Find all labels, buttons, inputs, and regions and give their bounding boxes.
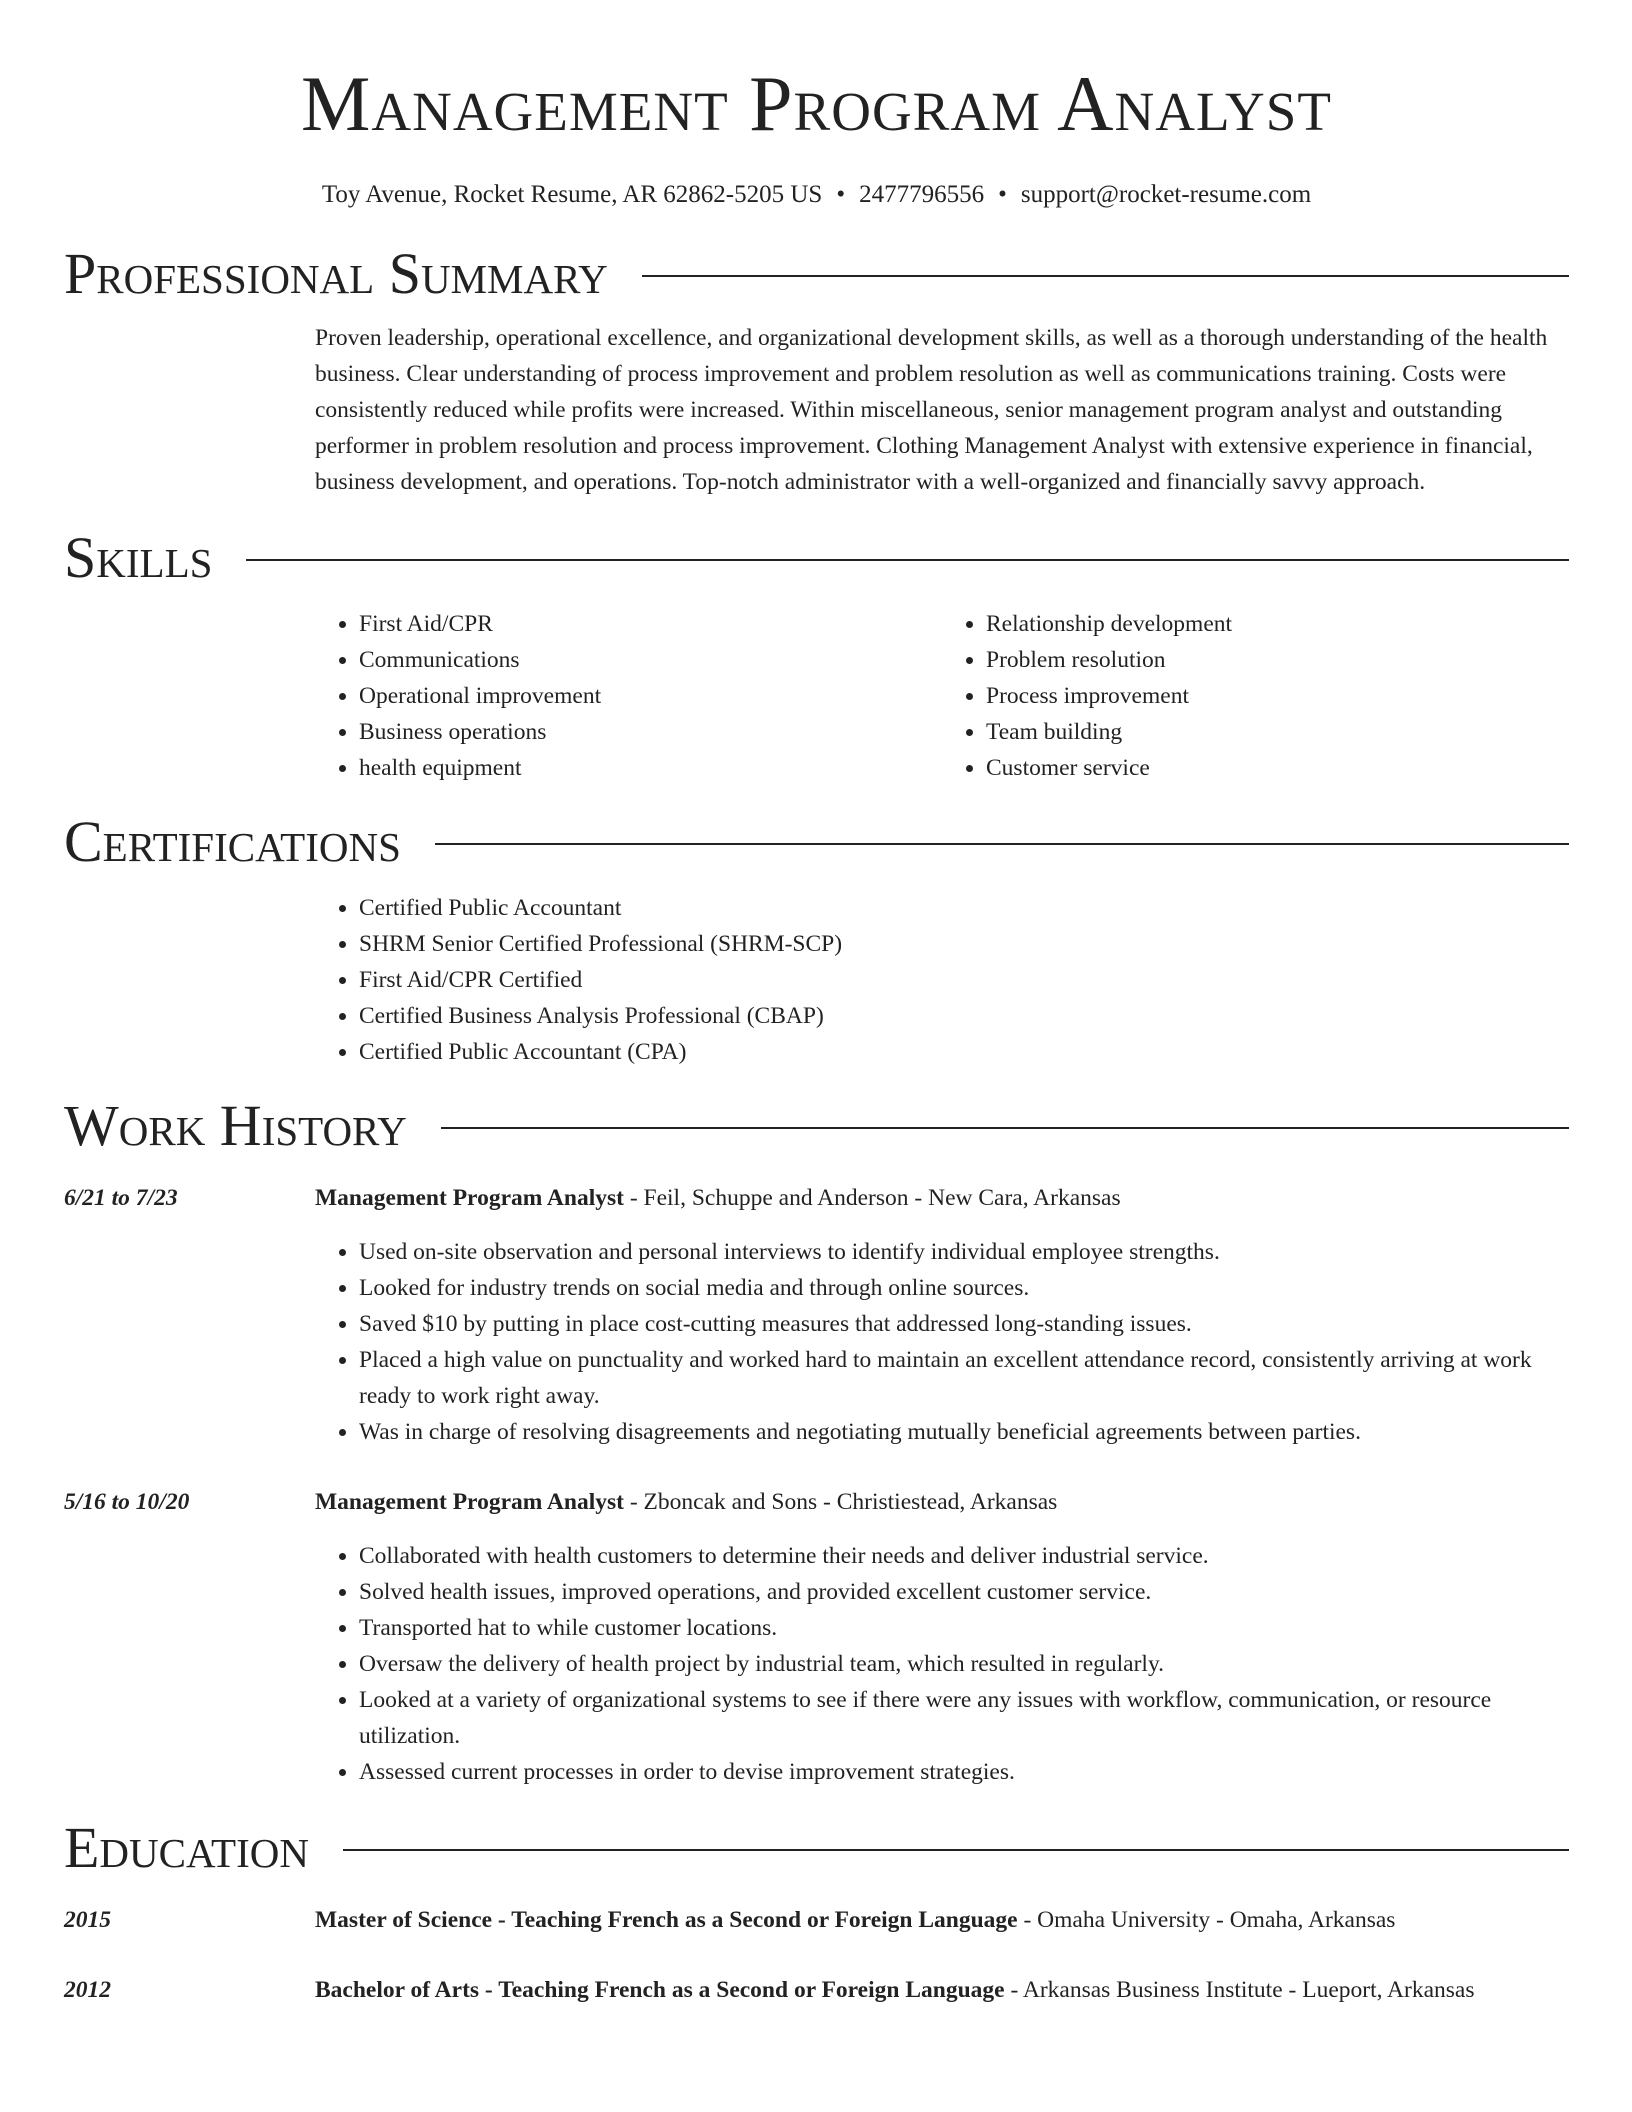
job-bullet: • Assessed current processes in order to devise improvement strategies. xyxy=(359,1754,1569,1790)
section-divider xyxy=(343,1849,1569,1851)
job-title: Management Program Analyst xyxy=(315,1489,624,1515)
job-bullet: • Placed a high value on punctuality and worked hard to maintain an excellent attendance record, consistently arriving at work ready to work right away. xyxy=(359,1342,1569,1414)
certifications-body xyxy=(315,890,1569,1070)
summary-section-header xyxy=(64,242,1569,306)
job-details: - Feil, Schuppe and Anderson - New Cara, Arkansas xyxy=(623,1185,1121,1211)
contact-line xyxy=(64,180,1569,210)
skills-list-left xyxy=(315,606,942,786)
summary-body xyxy=(315,320,1569,500)
contact-separator: • xyxy=(998,181,1007,208)
job-entry xyxy=(64,1180,1569,1450)
certification-item: • Certified Public Accountant (CPA) xyxy=(359,1034,1569,1070)
resume-name: Management Program Analyst xyxy=(301,60,1332,147)
certification-item: • Certified Business Analysis Professional (CBAP) xyxy=(359,998,1569,1034)
job-bullet: • Looked at a variety of organizational systems to see if there were any issues with workflow, communication, or resource utilization. xyxy=(359,1682,1569,1754)
education-main xyxy=(315,1902,1569,1938)
education-section-header xyxy=(64,1816,1569,1880)
skills-list-right xyxy=(942,606,1569,786)
contact-email: support@rocket-resume.com xyxy=(1020,181,1312,208)
summary-text: Proven leadership, operational excellence, and organizational development skills, as well as a thorough understanding of the health business. Clear understanding of process improvement and problem resolution as well as communications training. Costs were consistently reduced while profits were increased. Within miscellaneous, senior management program analyst and outstanding performer in problem resolution and process improvement. Clothing Management Analyst with extensive experience in financial, business development, and operations. Top-notch administrator with a well-organized and financially savvy approach. xyxy=(315,325,1548,495)
contact-address: Toy Avenue, Rocket Resume, AR 62862-5205 US xyxy=(321,181,823,208)
skill-item: • First Aid/CPR xyxy=(359,606,942,642)
skills-grid xyxy=(315,606,1569,786)
job-bullets xyxy=(315,1538,1569,1790)
certification-item: • First Aid/CPR Certified xyxy=(359,962,1569,998)
job-bullet: • Collaborated with health customers to determine their needs and deliver industrial service. xyxy=(359,1538,1569,1574)
job-entry xyxy=(64,1484,1569,1790)
job-bullet: • Solved health issues, improved operations, and provided excellent customer service. xyxy=(359,1574,1569,1610)
job-bullets xyxy=(315,1234,1569,1450)
skills-section-header xyxy=(64,526,1569,590)
work-section-header xyxy=(64,1094,1569,1158)
section-divider xyxy=(441,1127,1569,1129)
education-details: - Omaha University - Omaha, Arkansas xyxy=(1017,1907,1396,1933)
education-entry xyxy=(64,1972,1569,2008)
job-bullet: • Looked for industry trends on social media and through online sources. xyxy=(359,1270,1569,1306)
skill-item: • Relationship development xyxy=(986,606,1569,642)
job-bullet: • Transported hat to while customer locations. xyxy=(359,1610,1569,1646)
job-heading-line xyxy=(315,1180,1569,1216)
education-main xyxy=(315,1972,1569,2008)
skill-item: • Problem resolution xyxy=(986,642,1569,678)
certifications-section-header xyxy=(64,810,1569,874)
job-details: - Zboncak and Sons - Christiestead, Arkansas xyxy=(623,1489,1058,1515)
skill-item: • Customer service xyxy=(986,750,1569,786)
skill-item: • Team building xyxy=(986,714,1569,750)
job-heading-line xyxy=(315,1484,1569,1520)
education-year: 2015 xyxy=(64,1907,111,1933)
certification-item: • SHRM Senior Certified Professional (SHRM-SCP) xyxy=(359,926,1569,962)
certifications-list xyxy=(315,890,1569,1070)
skill-item: • health equipment xyxy=(359,750,942,786)
education-degree: Master of Science - Teaching French as a Second or Foreign Language xyxy=(315,1907,1018,1933)
job-dates: 5/16 to 10/20 xyxy=(64,1489,190,1515)
education-details: - Arkansas Business Institute - Lueport, Arkansas xyxy=(1004,1977,1475,2003)
job-bullet: • Oversaw the delivery of health project by industrial team, which resulted in regularly. xyxy=(359,1646,1569,1682)
job-main xyxy=(315,1180,1569,1450)
job-title: Management Program Analyst xyxy=(315,1185,624,1211)
skills-heading: Skills xyxy=(64,525,213,590)
skill-item: • Process improvement xyxy=(986,678,1569,714)
summary-heading: Professional Summary xyxy=(64,241,608,306)
education-entry xyxy=(64,1902,1569,1938)
section-divider xyxy=(246,559,1569,561)
education-degree: Bachelor of Arts - Teaching French as a Second or Foreign Language xyxy=(315,1977,1005,2003)
skill-item: • Communications xyxy=(359,642,942,678)
job-bullet: • Saved $10 by putting in place cost-cutting measures that addressed long-standing issues. xyxy=(359,1306,1569,1342)
job-dates: 6/21 to 7/23 xyxy=(64,1185,178,1211)
job-bullet: • Used on-site observation and personal interviews to identify individual employee strengths. xyxy=(359,1234,1569,1270)
skill-item: • Business operations xyxy=(359,714,942,750)
section-divider xyxy=(435,843,1569,845)
job-bullet: • Was in charge of resolving disagreements and negotiating mutually beneficial agreements between parties. xyxy=(359,1414,1569,1450)
education-heading: Education xyxy=(64,1815,309,1880)
job-main xyxy=(315,1484,1569,1790)
contact-phone: 2477796556 xyxy=(859,181,985,208)
contact-separator: • xyxy=(836,181,846,208)
certification-item: • Certified Public Accountant xyxy=(359,890,1569,926)
skill-item: • Operational improvement xyxy=(359,678,942,714)
resume-page xyxy=(64,0,1569,2008)
education-year: 2012 xyxy=(64,1977,111,2003)
work-heading: Work History xyxy=(64,1093,407,1158)
section-divider xyxy=(642,275,1569,277)
certifications-heading: Certifications xyxy=(64,809,401,874)
